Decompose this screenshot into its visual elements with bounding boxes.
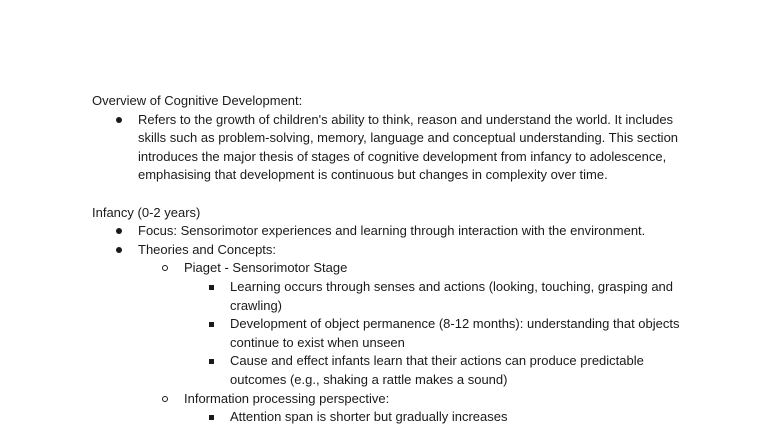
list-item: [92, 315, 702, 352]
list-item-text: Theories and Concepts:: [138, 241, 277, 257]
list-item-text: Piaget - Sensorimotor Stage: [184, 260, 348, 276]
list-item: [92, 278, 702, 315]
list-item-text: Learning occurs through senses and actions (looking, touching, grasping and crawling): [230, 278, 674, 313]
bullet-square-icon: [209, 285, 214, 290]
overview-bullet-list: [92, 111, 702, 185]
bullet-circle-icon: [162, 396, 168, 402]
bullet-square-icon: [209, 359, 214, 364]
list-item-text: Development of object permanence (8-12 months): understanding that objects continue to exist when unseen: [230, 316, 680, 350]
bullet-square-icon: [209, 415, 214, 420]
list-item: [92, 352, 702, 389]
list-item-text: Refers to the growth of children's ability to think, reason and understand the world. It includes skills such as problem-solving, memory, language and conceptual understanding. This section introduces the major thesis of stages of cognitive development from infancy to adolescence, emphasising that development is continuous but changes in complexity over time.: [138, 111, 679, 183]
document-body: [92, 92, 702, 427]
list-item: [92, 222, 702, 241]
bullet-disc-icon: [116, 247, 122, 253]
section-heading-infancy: Infancy (0-2 years): [92, 204, 201, 220]
list-item-text: Cause and effect infants learn that their actions can produce predictable outcomes (e.g., shaking a rattle makes a sound): [230, 353, 644, 387]
list-item: [92, 259, 702, 278]
list-item: [92, 111, 702, 185]
list-item: [92, 408, 702, 427]
bullet-disc-icon: [116, 228, 122, 234]
bullet-disc-icon: [116, 117, 122, 123]
list-item: [92, 390, 702, 409]
section-heading-overview: Overview of Cognitive Development:: [92, 93, 303, 108]
bullet-circle-icon: [162, 265, 168, 271]
bullet-square-icon: [209, 322, 214, 327]
paragraph-spacer: [92, 185, 702, 204]
list-item-text: Focus: Sensorimotor experiences and learning through interaction with the environment.: [138, 223, 646, 239]
list-item-text: Information processing perspective:: [184, 390, 390, 406]
list-item-text: Attention span is shorter but gradually increases: [230, 409, 508, 425]
infancy-bullet-list: [92, 222, 702, 427]
list-item: [92, 241, 702, 260]
